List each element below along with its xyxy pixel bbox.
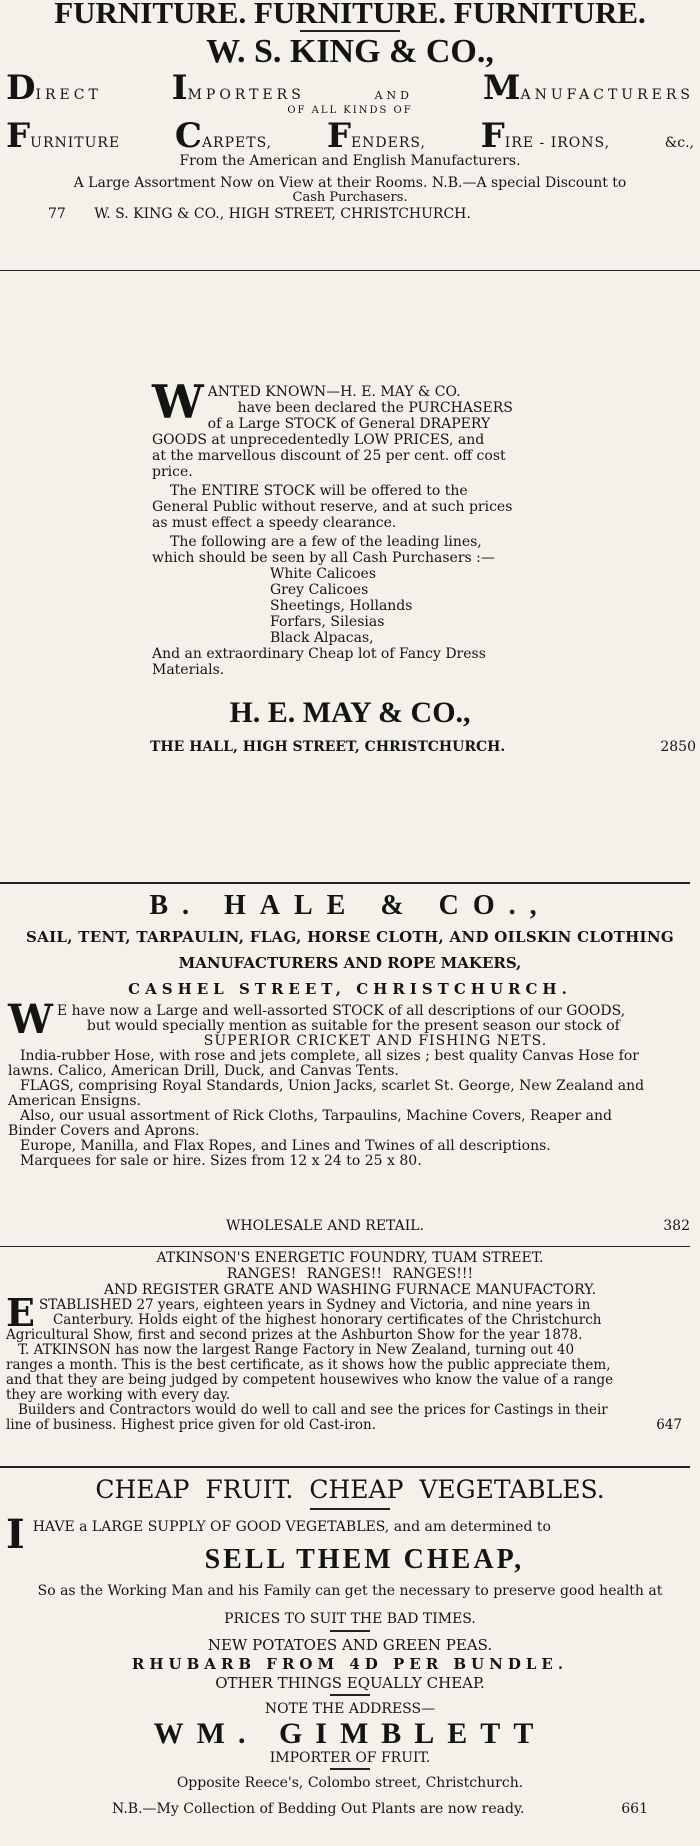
atkinson-dropcap: E [6,1290,35,1335]
atkinson-head-1: ATKINSON'S ENERGETIC FOUNDRY, TUAM STREET. [156,1250,544,1266]
gimblett-ref-number: 661 [621,1801,648,1817]
atkinson-head-3: AND REGISTER GRATE AND WASHING FURNACE MANUFACTORY. [103,1282,597,1298]
gimblett-title: IMPORTER OF FRUIT. [269,1750,431,1766]
gimblett-rhubarb: RHUBARB FROM 4D PER BUNDLE. [131,1655,569,1673]
atkinson-advertisement [0,1250,700,1460]
gimblett-advertisement [0,1470,700,1846]
may-company-name: H. E. MAY & CO., [229,696,471,729]
gimblett-sell: SELL THEM CHEAP, [204,1544,525,1575]
hale-body [0,996,700,1169]
gimblett-nb-line [0,1800,700,1818]
hale-trade-2: MANUFACTURERS AND ROPE MAKERS, [178,954,522,972]
atkinson-ref-number: 647 [656,1418,682,1433]
gimblett-other: OTHER THINGS EQUALLY CHEAP. [215,1674,485,1692]
may-line: GOODS at unprecedentedly LOW PRICES, and [152,432,485,448]
hale-line: E have now a Large and well-assorted STOCK of all descriptions of our GOODS, [56,1004,626,1019]
atkinson-head-2: RANGES! RANGES!! RANGES!!! [226,1266,474,1282]
may-line: price. [152,464,193,480]
atkinson-line: and that they are being judged by competent housewives who know the value of a range [6,1373,614,1388]
hale-dropcap: W [8,996,53,1043]
hale-line: but would specially mention as suitable for the present season our stock of [86,1019,620,1034]
hale-line: American Ensigns. [8,1094,142,1109]
hale-advertisement [0,890,700,1238]
may-line: And an extraordinary Cheap lot of Fancy Dress [152,646,486,662]
gimblett-potatoes: NEW POTATOES AND GREEN PEAS. [207,1636,493,1654]
may-line: which should be seen by all Cash Purchasers :— [152,550,495,566]
hale-footer: WHOLESALE AND RETAIL. [226,1218,425,1234]
king-from-manufacturers: From the American and English Manufacturers. [179,153,521,169]
hale-line: Binder Covers and Aprons. [8,1124,200,1139]
king-of-all-kinds: OF ALL KINDS OF [287,105,413,116]
king-address-line [0,205,700,223]
may-line: General Public without reserve, and at such prices [152,499,513,515]
gimblett-prices: PRICES TO SUIT THE BAD TIMES. [224,1611,476,1627]
may-line: of a Large STOCK of General DRAPERY [207,416,491,432]
atkinson-line: Agricultural Show, first and second prizes at the Ashburton Show for the year 1878. [6,1328,583,1343]
king-banner: FURNITURE. FURNITURE. FURNITURE. [54,0,646,28]
king-address: W. S. KING & CO., HIGH STREET, CHRISTCHURCH. [94,206,471,222]
hale-line: Marquees for sale or hire. Sizes from 12 x 24 to 25 x 80. [20,1154,422,1169]
hale-company-name: B. HALE & CO., [149,890,551,921]
gimblett-dropcap: I [6,1511,25,1558]
hale-line: lawns. Calico, American Drill, Duck, and Canvas Tents. [8,1064,399,1079]
hale-line: India-rubber Hose, with rose and jets complete, all sizes ; best quality Canvas Hose for [20,1049,639,1064]
gimblett-nb: N.B.—My Collection of Bedding Out Plants are now ready. [112,1801,525,1817]
gimblett-working: So as the Working Man and his Family can get the necessary to preserve good health at [37,1583,663,1599]
may-line: at the marvellous discount of 25 per cent. off cost [152,448,506,464]
hale-street: CASHEL STREET, CHRISTCHURCH. [128,980,572,998]
may-item: Sheetings, Hollands [270,598,413,614]
atkinson-line: Canterbury. Holds eight of the highest honorary certificates of the Christchurch [52,1313,602,1328]
may-ref-number: 2850 [660,739,696,755]
may-line: Materials. [152,662,225,678]
king-cash-purchasers: Cash Purchasers. [292,191,408,205]
hale-line: FLAGS, comprising Royal Standards, Union Jacks, scarlet St. George, New Zealand and [20,1079,645,1094]
atkinson-line: they are working with every day. [6,1388,231,1403]
gimblett-address: Opposite Reece's, Colombo street, Christchurch. [176,1775,524,1791]
hale-trade-1: SAIL, TENT, TARPAULIN, FLAG, HORSE CLOTH, AND OILSKIN CLOTHING [26,928,674,946]
atkinson-last-line [6,1418,696,1433]
king-company-name: W. S. KING & CO., [206,34,494,70]
king-trade-row-1: DIRECT IMPORTERS AND MANUFACTURERS [6,68,694,108]
may-body [152,375,547,678]
gimblett-name: WM. GIMBLETT [153,1718,547,1750]
king-assortment: A Large Assortment Now on View at their Rooms. N.B.—A special Discount to [73,175,627,191]
hale-line: Europe, Manilla, and Flax Ropes, and Lines and Twines of all descriptions. [20,1139,551,1154]
may-item: White Calicoes [270,566,376,582]
atkinson-line: ranges a month. This is the best certificate, as it shows how the public appreciate them, [6,1358,611,1373]
king-ref-number: 77 [48,206,66,222]
atkinson-line: STABLISHED 27 years, eighteen years in Sydney and Victoria, and nine years in [38,1298,591,1313]
hale-ref-number: 382 [663,1218,690,1234]
king-trade-row-2: FURNITURE CARPETS, FENDERS, FIRE - IRONS, &c., [6,116,694,156]
may-item: Grey Calicoes [270,582,369,598]
atkinson-line: line of business. Highest price given for old Cast-iron. [6,1418,377,1433]
may-item-list [152,566,547,646]
atkinson-line: Builders and Contractors would do well to call and see the prices for Castings in their [18,1403,608,1418]
hale-line: Also, our usual assortment of Rick Cloths, Tarpaulins, Machine Covers, Reaper and [20,1109,612,1124]
atkinson-line: T. ATKINSON has now the largest Range Factory in New Zealand, turning out 40 [18,1343,575,1358]
may-item: Forfars, Silesias [270,614,385,630]
may-advertisement [0,375,700,764]
may-line: The following are a few of the leading lines, [170,534,482,550]
may-line: as must effect a speedy clearance. [152,515,397,531]
gimblett-line: HAVE a LARGE SUPPLY OF GOOD VEGETABLES, and am determined to [32,1519,551,1535]
may-address: THE HALL, HIGH STREET, CHRISTCHURCH. [150,739,506,755]
gimblett-note: NOTE THE ADDRESS— [264,1701,436,1717]
may-dropcap: W [152,375,204,429]
gimblett-head: CHEAP FRUIT. CHEAP VEGETABLES. [95,1475,605,1504]
hale-line: SUPERIOR CRICKET AND FISHING NETS. [203,1034,548,1049]
gimblett-body [0,1511,700,1558]
may-line: The ENTIRE STOCK will be offered to the [170,483,468,499]
may-line: ANTED KNOWN—H. E. MAY & CO. [207,384,461,400]
may-item: Black Alpacas, [270,630,374,646]
may-line: have been declared the PURCHASERS [237,400,513,416]
king-advertisement [0,0,700,268]
